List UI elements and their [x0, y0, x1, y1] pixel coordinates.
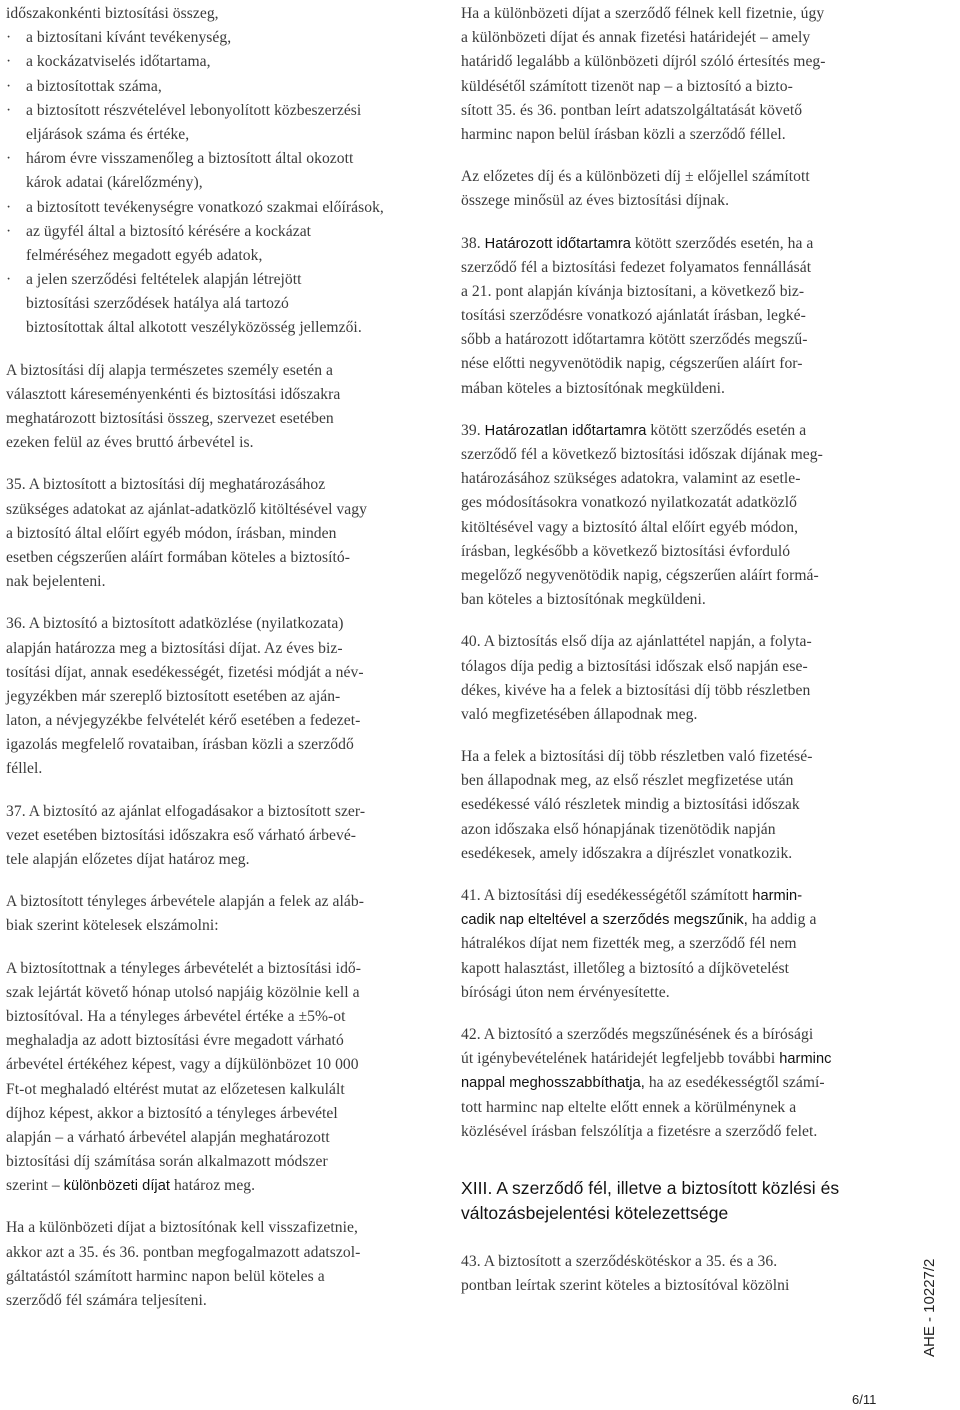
right-column	[461, 2, 879, 1298]
emphasis-term: különbözeti díjat	[63, 1178, 170, 1195]
paragraph-refund: Ha a különbözeti díjat a biztosítónak kell visszafizetnie, akkor azt a 35. és 36. pontban megfogalmazott adatszol- gáltatástól számított harminc napon belül köteles a szerződő fél számára teljesíteni.	[6, 1219, 361, 1309]
paragraph-37: 37. A biztosító az ajánlat elfogadásakor a biztosított szer- vezet esetében biztosítási időszakra eső várható árbevé- tele alapján előzetes díjat határoz meg.	[6, 802, 366, 868]
list-item: · a biztosított részvételével lebonyolított közbeszerzési eljárások száma és értéke,	[6, 99, 416, 147]
list-item: · a jelen szerződési feltételek alapján létrejött biztosítási szerződések hatálya alá tartozó biztosítottak által alkotott veszélyközösség jellemzői.	[6, 268, 416, 341]
paragraph-43: 43. A biztosított a szerződéskötéskor a 35. és a 36. pontban leírtak szerint köteles a biztosítóval közölni	[461, 1252, 790, 1295]
emphasis-term: cadik nap elteltével a szerződés megszűnik,	[461, 912, 748, 929]
list-item: · a biztosított tevékenységre vonatkozó szakmai előírások,	[6, 196, 416, 220]
list-item: · a kockázatviselés időtartama,	[6, 50, 416, 74]
document-code: AHE - 10227/2	[921, 1258, 938, 1357]
bullet-list	[6, 26, 416, 340]
page-number: 6/11	[852, 1392, 877, 1407]
bullet-icon: ·	[6, 77, 12, 95]
list-item: · az ügyfél által a biztosító kérésére a kockázat felméréséhez megadott egyéb adatok,	[6, 220, 416, 268]
list-item: · a biztosítani kívánt tevékenység,	[6, 26, 416, 50]
paragraph-40: 40. A biztosítás első díja az ajánlattétel napján, a folyta- tólagos díja pedig a biztosítási időszak első napján ese- dékes, kivéve ha a felek a biztosítási díj több részletben való megfizetésében állapodnak meg.	[461, 633, 812, 723]
emphasis-term: Határozott időtartamra	[484, 235, 631, 252]
bullet-icon: ·	[6, 53, 12, 71]
emphasis-term: Határozatlan időtartamra	[484, 422, 647, 439]
paragraph-annual-premium: Az előzetes díj és a különbözeti díj ± előjellel számított összege minősül az éves biztosítási díjnak.	[461, 168, 810, 210]
paragraph-difference-payment: Ha a különbözeti díjat a szerződő félnek kell fizetnie, úgy a különbözeti díjat és annak fizetési határidejét – amely határidő legalább a különbözeti díjról szóló értesítés meg- küldésétől számított tizenöt nap – a biztosító a bizto- sított 35. és 36. pontban leírt adatszolgáltatását követő harminc napon belül írásban közli a szerződő féllel.	[461, 5, 826, 143]
paragraph-installments: Ha a felek a biztosítási díj több részletben való fizetésé- ben állapodnak meg, az első részlet megfizetése után esedékessé váló részletek mindig a biztosítási időszak azon időszaka első hónapjának tizenötödik napján esedékesek, amely időszakra a díjrészlet vonatkozik.	[461, 748, 813, 862]
bullet-icon: ·	[6, 150, 12, 168]
list-item: · a biztosítottak száma,	[6, 75, 416, 99]
paragraph-actual-revenue: A biztosított tényleges árbevétele alapján a felek az aláb- biak szerint kötelesek elszámolni:	[6, 893, 364, 935]
paragraph-41: 41. A biztosítási díj esedékességétől számított harmin- cadik nap elteltével a szerződés megszűnik, ha addig a hátralékos díjat nem fizették meg, a szerződő fél nem kapott halasztást, illetőleg a biztosító a díjkövetelést bírósági úton nem érvényesítette.	[461, 887, 817, 1001]
list-item: · három évre visszamenőleg a biztosított által okozott károk adatai (kárelőzmény),	[6, 147, 416, 195]
bullet-icon: ·	[6, 198, 12, 216]
bullet-icon: ·	[6, 271, 12, 289]
emphasis-term: nappal meghosszabbíthatja,	[461, 1075, 645, 1092]
bullet-icon: ·	[6, 101, 12, 119]
bullet-icon: ·	[6, 29, 12, 47]
emphasis-term: harminc	[779, 1051, 832, 1068]
paragraph-39: 39. Határozatlan időtartamra kötött szerződés esetén a szerződő fél a következő biztosítási időszak díjának meg- határozásához szükséges adatokra, valamint az esetle- ges módosításokra vonatkozó nyilatkozatát adatközlő kitöltésével vagy a biztosító által előírt egyéb módon, írásban, legkésőbb a következő biztosítási évforduló megelőző negyvenötödik napig, cégszerűen aláírt formá- ban köteles a biztosítónak megküldeni.	[461, 421, 823, 609]
intro-line: időszakonkénti biztosítási összeg,	[6, 5, 219, 22]
paragraph-premium-basis: A biztosítási díj alapja természetes személy esetén a választott káreseményenkénti és biztosítási időszakra meghatározott biztosítási összeg, szervezet esetében ezeken felül az éves bruttó árbevétel is.	[6, 361, 341, 452]
paragraph-35: 35. A biztosított a biztosítási díj meghatározásához szükséges adatokat az ajánlat-adatközlő kitöltésével vagy a biztosító által előírt egyéb módon, írásban, minden esetben cégszerűen aláírt formában köteles a biztosító- nak bejelenteni.	[6, 476, 367, 591]
left-column	[6, 2, 416, 1313]
paragraph-42: 42. A biztosító a szerződés megszűnésének és a bírósági út igénybevételének határidejét legfeljebb további harminc nappal meghosszabbíthatja, ha az esedékességtől számí- tott harminc nap eltelte előtt ennek a körülménynek a közlésével írásban felszólítja a fizetésre a szerződő felet.	[461, 1025, 832, 1140]
emphasis-term: harmin-	[752, 888, 803, 904]
paragraph-revenue-report: A biztosítottnak a tényleges árbevételét a biztosítási idő- szak lejártát követő hónap utolsó napjáig közölnie kell a biztosítóval. Ha a tényleges árbevétel értéke a ±5%-ot meghaladja az adott biztosítási évre megadott várható árbevétel értékéhez képest, vagy a díjkülönbözet 10 000 Ft-ot meghaladó eltérést mutat az előzetesen kalkulált díjhoz képest, akkor a biztosító a tényleges árbevétel alapján – a várható árbevétel alapján meghatározott biztosítási díj számítása során alkalmazott módszer szerint – különbözeti díjat határoz meg.	[6, 959, 362, 1195]
section-heading: XIII. A szerződő fél, illetve a biztosított közlési és változásbejelentési kötelezettsége	[461, 1177, 840, 1223]
bullet-icon: ·	[6, 222, 12, 240]
paragraph-36: 36. A biztosító a biztosított adatközlése (nyilatkozata) alapján határozza meg a biztosítási díjat. Az éves biz- tosítási díjat, annak esedékességét, fizetési módját a név- jegyzékben már szereplő biztosított esetében az aján- laton, a névjegyzékbe felvételét kérő esetében a fedezet- igazolás megfelelő rovataiban, írásban közli a szerződő féllel.	[6, 615, 364, 778]
paragraph-38: 38. Határozott időtartamra kötött szerződés esetén, ha a szerződő fél a biztosítási fedezet folyamatos fennállását a 21. pont alapján kívánja biztosítani, a következő biz- tosítási szerződésre vonatkozó ajánlatát írásban, legké- sőbb a határozott időtartamra kötött szerződés megszű- nése előtti negyvenötödik napig, cégszerűen aláírt for- mában köteles a biztosítónak megküldeni.	[461, 234, 814, 397]
